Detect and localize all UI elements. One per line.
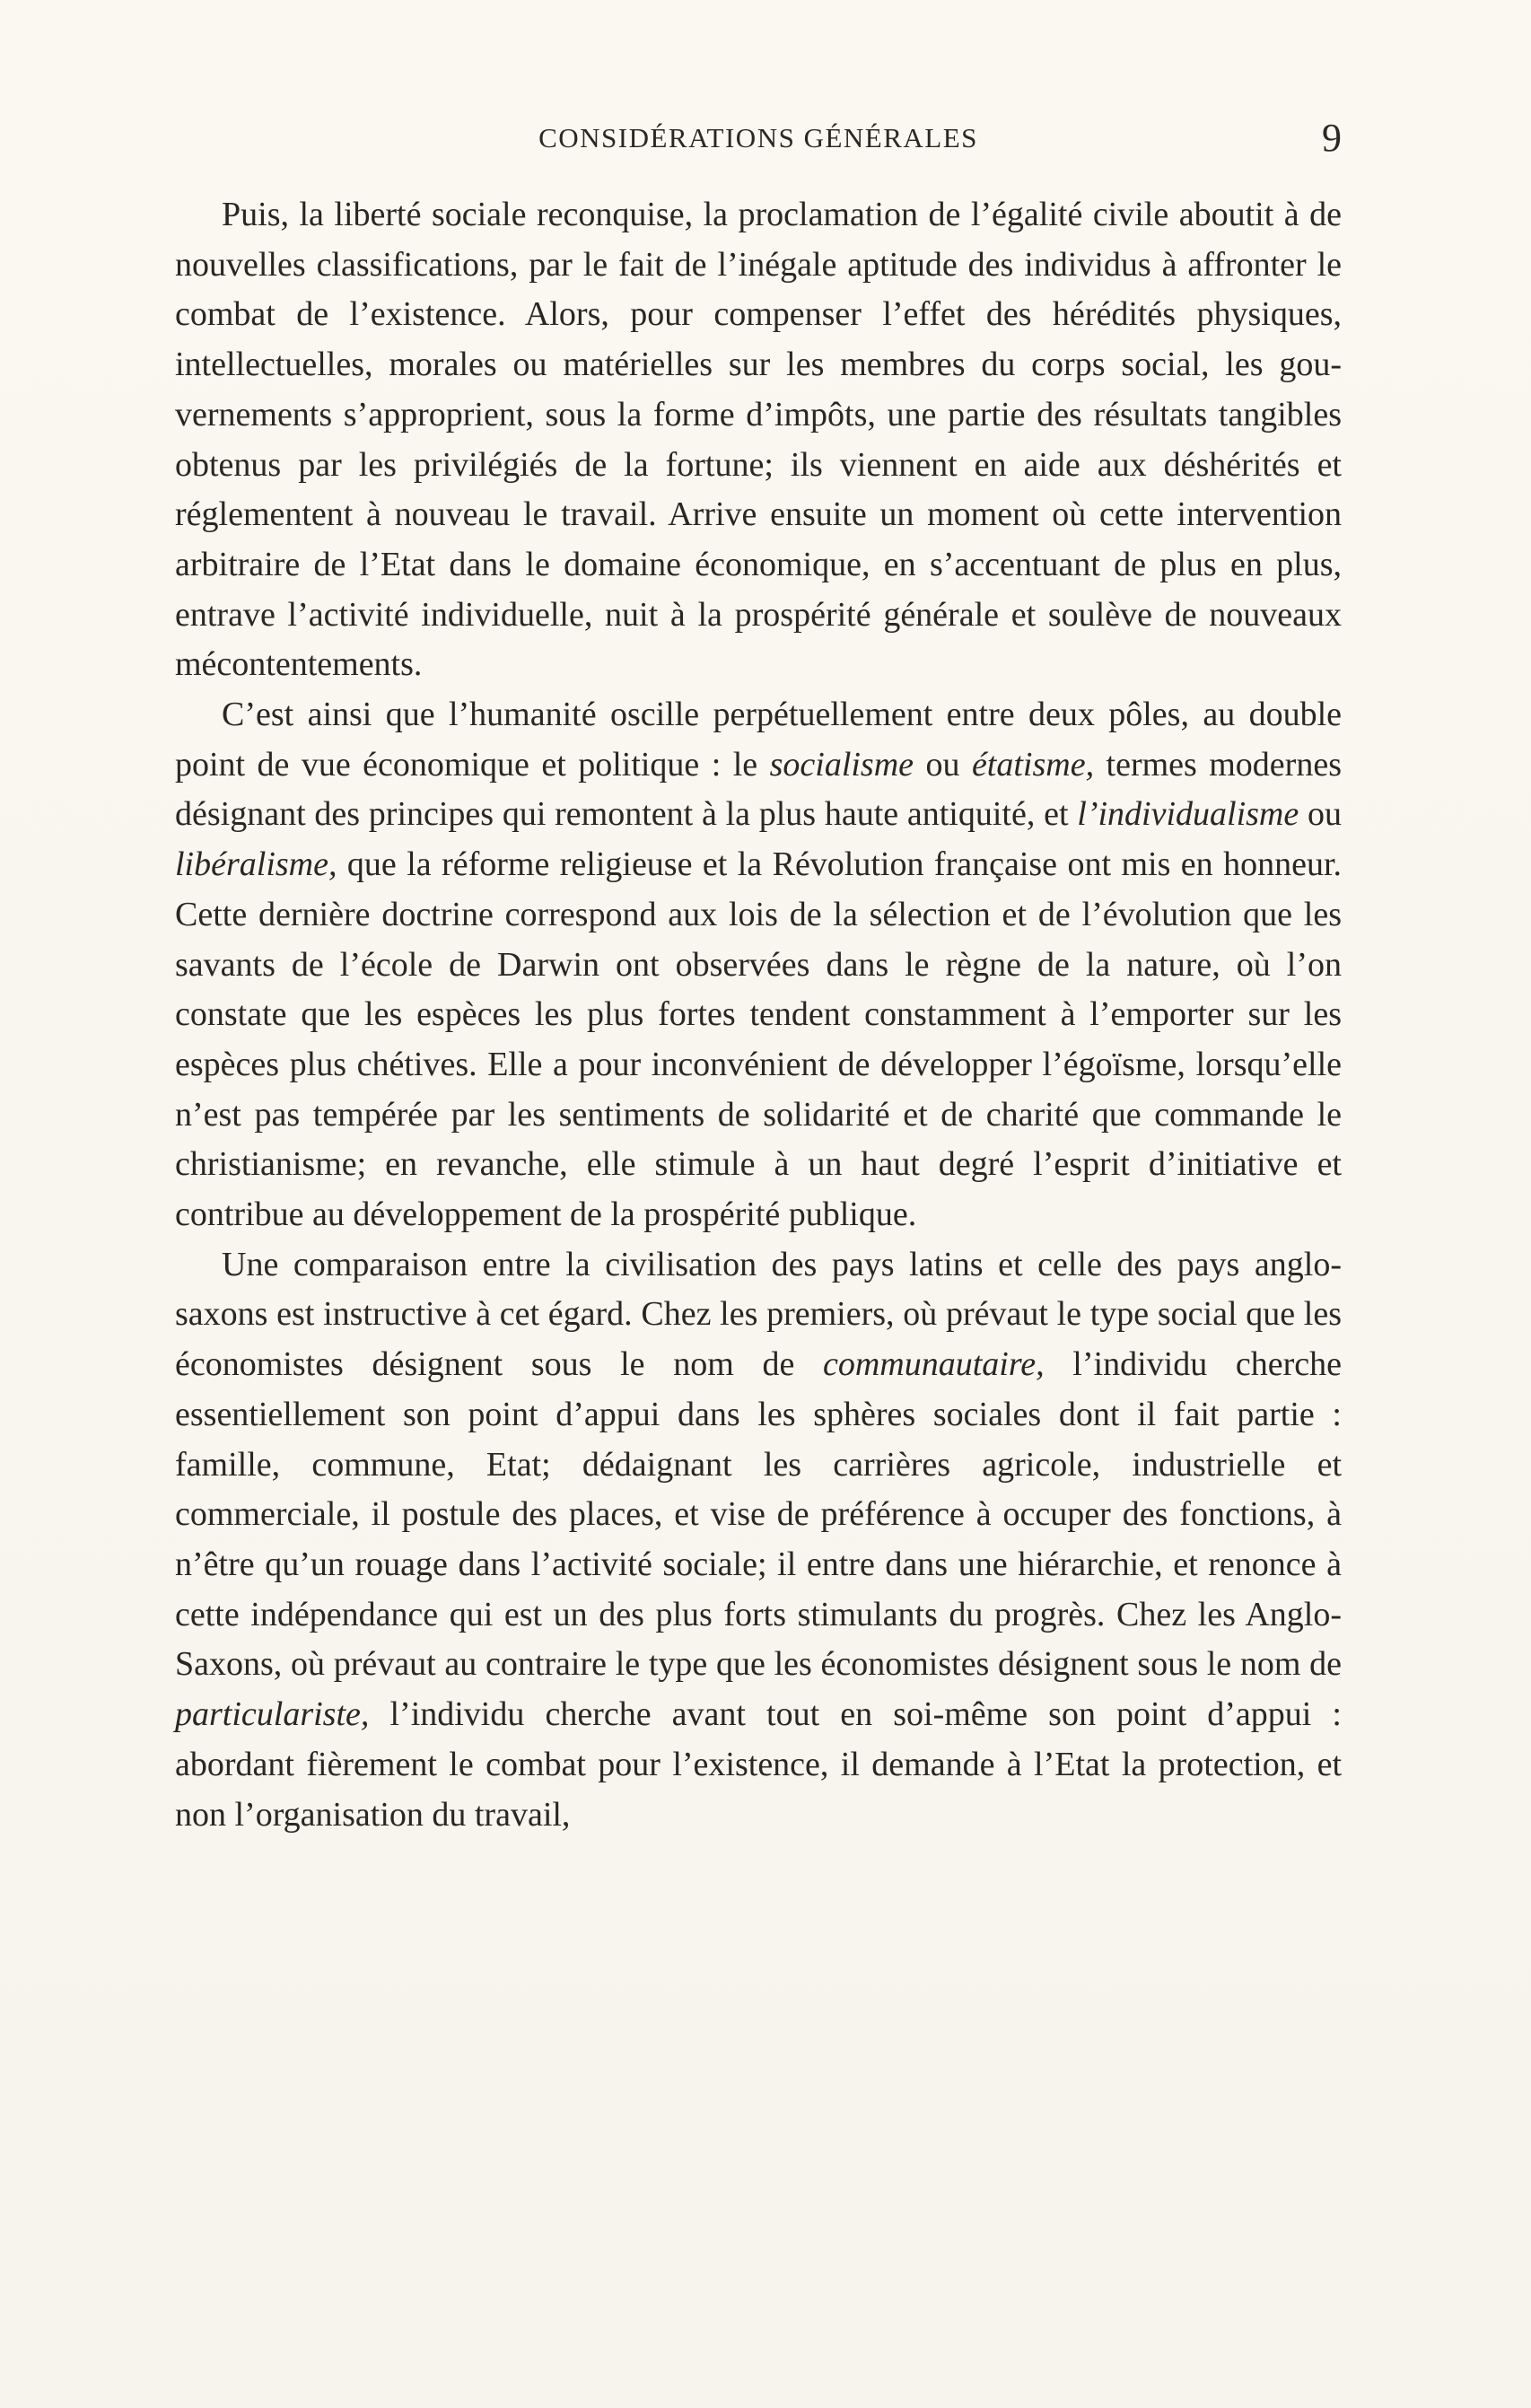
page-number: 9 [1322, 116, 1342, 160]
italic-term: libéralisme, [175, 845, 337, 884]
text-run: l’individu cherche avant tout en soi-même son point d’appui : abordant fièrement le combat pour l’existence, il demande à l’Etat la protection, et non l’organisation du travail, [175, 1695, 1342, 1834]
text-run: Une comparaison entre la civilisation des pays latins et celle des pays anglo-saxons est instructive à cet égard. Chez les premiers, où prévaut le type social que les économistes désignent sous le nom de [175, 1245, 1342, 1384]
italic-term: particulariste, [175, 1695, 370, 1734]
text-run: ou [914, 745, 972, 784]
body-text [175, 190, 1342, 1840]
italic-term: socialisme [769, 745, 914, 784]
text-run: l’individu cherche essentiellement son point d’appui dans les sphères sociales dont il fait partie : famille, commune, Etat; dédaignant les carrières agricole, industrielle et commerciale, il postule des places, et vise de préférence à occuper des fonctions, à n’être qu’un rouage dans l’activité sociale; il entre dans une hiérarchie, et renonce à cette indépendance qui est un des plus forts stimulants du progrès. Chez les Anglo-Saxons, où prévaut au contraire le type que les économistes désignent sous le nom de [175, 1345, 1342, 1684]
italic-term: l’individualisme [1077, 795, 1299, 834]
text-run: que la réforme religieuse et la Révolution française ont mis en honneur. Cette dernière doctrine correspond aux lois de la sélection et de l’évolution que les savants de l’école de Darwin ont observées dans le règne de la nature, où l’on constate que les espèces les plus fortes tendent constamment à l’emporter sur les espèces plus chétives. Elle a pour inconvénient de développer l’égoïsme, lorsqu’elle n’est pas tempérée par les sentiments de solidarité et de charité que commande le christianisme; en revanche, elle stimule à un haut degré l’esprit d’initiative et contribue au développement de la prospérité publique. [175, 845, 1342, 1234]
italic-term: communautaire, [823, 1345, 1045, 1384]
text-run: termes modernes désignant des principes qui remontent à la plus haute antiquité, et [175, 745, 1342, 834]
paragraph [175, 690, 1342, 1240]
paragraph [175, 190, 1342, 690]
text-run: C’est ainsi que l’humanité oscille perpétuellement entre deux pôles, au double point de vue économique et politique : le [175, 696, 1342, 784]
italic-term: étatisme, [971, 745, 1095, 784]
text-run: Puis, la liberté sociale reconquise, la proclamation de l’égalité civile aboutit à de nouvelles classifications, par le fait de l’inégale aptitude des individus à affronter le combat de l’existence. Alors, pour compenser l’effet des hérédités physiques, intellectuelles, morales ou matérielles sur les membres du corps social, les gouvernements s’approprient, sous la forme d’impôts, une partie des résultats tangibles obtenus par les privilégiés de la fortune; ils viennent en aide aux déshérités et réglementent à nouveau le travail. Arrive ensuite un moment où cette intervention arbitraire de l’Etat dans le domaine économique, en s’accentuant de plus en plus, entrave l’activité individuelle, nuit à la prospérité générale et soulève de nouveaux mécontentements. [175, 196, 1342, 684]
running-head: CONSIDÉRATIONS GÉNÉRALES [538, 122, 978, 153]
page-header [175, 115, 1342, 169]
text-run: ou [1299, 795, 1343, 834]
paragraph [175, 1240, 1342, 1840]
